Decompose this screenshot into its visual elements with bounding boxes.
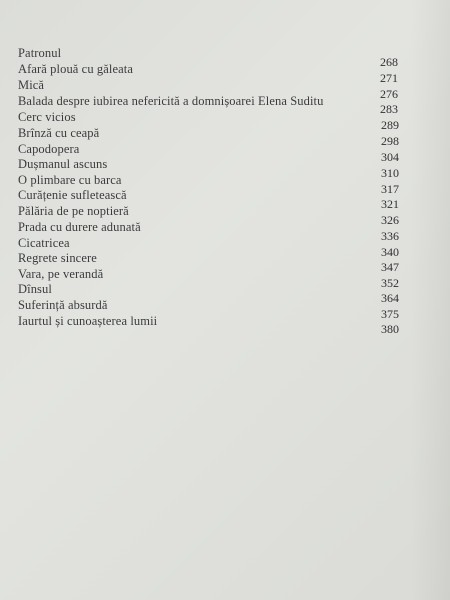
toc-entry-page: 271 — [380, 71, 398, 85]
toc-entry-page: 336 — [381, 229, 399, 243]
toc-entry-title: Suferință absurdă — [18, 298, 108, 312]
toc-entry-title: Capodopera — [18, 142, 80, 156]
toc-entry-title: Afară plouă cu găleata — [18, 62, 133, 76]
toc-entry-title: Mică — [18, 78, 45, 92]
toc-entry-title: Brînză cu ceapă — [18, 126, 100, 140]
toc-entry-page: 326 — [381, 213, 399, 227]
toc-entry-title: Prada cu durere adunată — [18, 220, 141, 234]
toc-entry-title: Iaurtul și cunoașterea lumii — [18, 314, 158, 328]
toc-entry-page: 380 — [381, 322, 399, 336]
toc-entry-page: 364 — [381, 291, 399, 305]
toc-entry-page: 317 — [381, 182, 399, 196]
toc-entry-title: Vara, pe verandă — [18, 267, 104, 281]
toc-entry-page: 298 — [381, 134, 399, 148]
toc-entry-page: 375 — [381, 307, 399, 321]
toc-entry-title: Cicatricea — [18, 236, 70, 250]
toc-entry-page: 304 — [381, 150, 399, 164]
toc-entry-title: Patronul — [18, 46, 62, 60]
toc-entry-title: Dușmanul ascuns — [18, 157, 108, 171]
toc-entry-page: 268 — [380, 55, 398, 69]
toc-entry-page: 289 — [381, 118, 399, 132]
toc-entry-title: Dînsul — [18, 282, 52, 296]
toc-entry-title: Pălăria de pe noptieră — [18, 204, 129, 218]
toc-entry-title: O plimbare cu barca — [18, 173, 122, 187]
toc-entry-page: 283 — [380, 102, 398, 116]
toc-entry-page: 276 — [380, 87, 398, 101]
toc-entry-page: 347 — [381, 260, 399, 274]
toc-entry-title: Regrete sincere — [18, 251, 97, 265]
toc-entry-page: 340 — [381, 245, 399, 259]
toc-entry-page: 321 — [381, 197, 399, 211]
toc-entry-title: Cerc vicios — [18, 110, 76, 124]
toc-entry-page: 352 — [381, 276, 399, 290]
toc-entry-page: 310 — [381, 166, 399, 180]
toc-entry-title: Curățenie sufletească — [18, 188, 127, 202]
toc-entry-title: Balada despre iubirea nefericită a domnișoarei Elena Suditu — [18, 94, 324, 108]
